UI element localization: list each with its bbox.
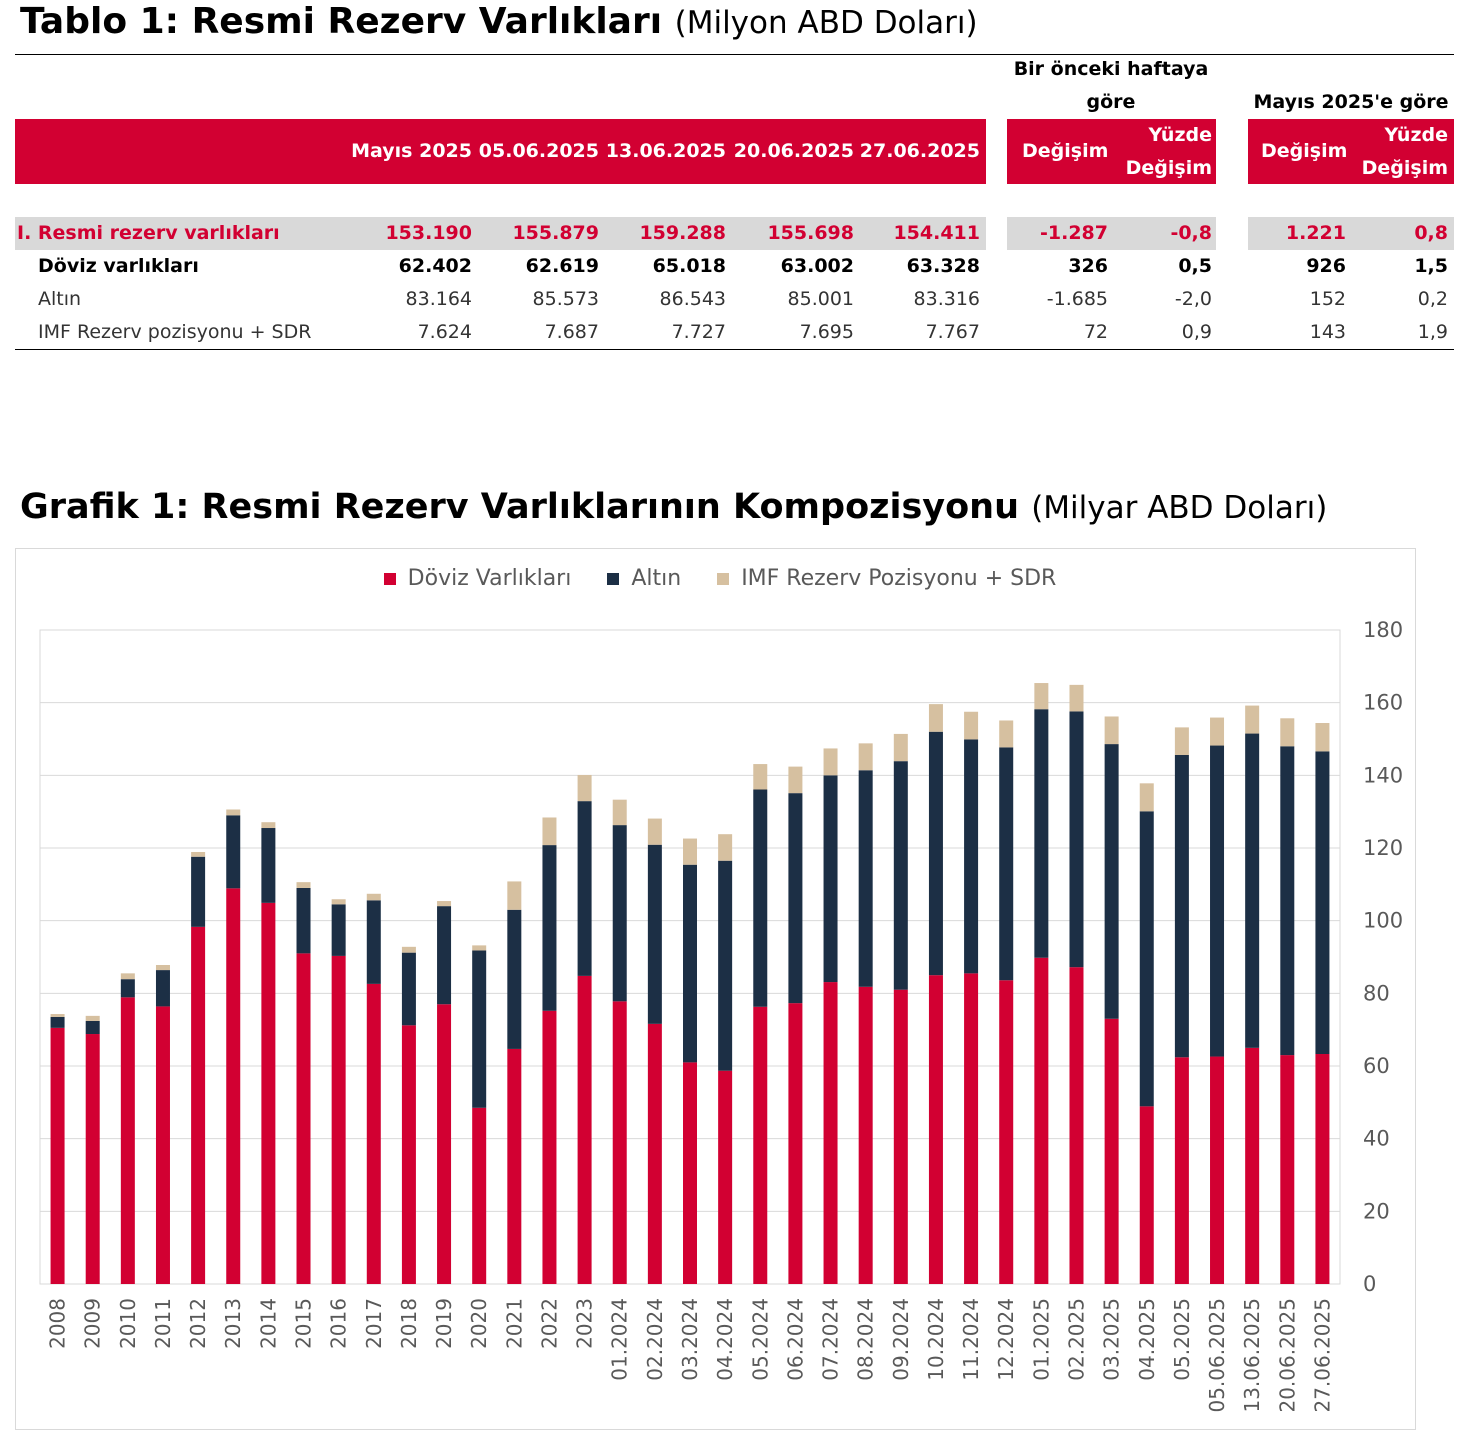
bar-segment-altin — [51, 1017, 65, 1028]
x-tick-label: 05.2025 — [1169, 1298, 1194, 1381]
bar-segment-altin — [1140, 811, 1154, 1106]
bar-segment-doviz — [1280, 1055, 1294, 1284]
bar-segment-altin — [1069, 711, 1083, 967]
bar-segment-doviz — [929, 975, 943, 1284]
legend-label: Döviz Varlıkları — [407, 566, 572, 591]
table-cell: 153.190 — [385, 222, 472, 244]
x-tick-label: 04.2025 — [1134, 1298, 1159, 1381]
x-tick-label: 2022 — [537, 1298, 562, 1349]
bar-segment-altin — [191, 857, 205, 927]
x-tick-label: 2013 — [221, 1298, 246, 1349]
bar-segment-altin — [1315, 751, 1329, 1054]
bar-segment-altin — [753, 790, 767, 1007]
bar-segment-altin — [542, 845, 556, 1011]
bar-segment-altin — [437, 906, 451, 1004]
bar-segment-altin — [1105, 744, 1119, 1019]
weekly-pct-cell: -0,8 — [1170, 222, 1212, 244]
bar-segment-altin — [121, 979, 135, 997]
bar-segment-doviz — [1105, 1019, 1119, 1284]
bar-segment-altin — [683, 865, 697, 1063]
bar-segment-doviz — [1069, 967, 1083, 1284]
x-tick-label: 2008 — [45, 1298, 70, 1349]
bar-segment-altin — [859, 770, 873, 987]
bar-segment-altin — [894, 761, 908, 990]
bar-segment-imf — [1105, 716, 1119, 744]
bar-segment-imf — [1245, 706, 1259, 734]
x-tick-label: 13.06.2025 — [1240, 1298, 1265, 1413]
weekly-pct-cell: 0,9 — [1181, 321, 1212, 343]
bar-segment-imf — [402, 947, 416, 953]
chart-title-text: Grafik 1: Resmi Rezerv Varlıklarının Kompozisyonu — [20, 487, 1020, 527]
monthly-pct-cell: 1,5 — [1414, 255, 1448, 277]
bar-segment-doviz — [578, 976, 592, 1284]
legend-label: IMF Rezerv Pozisyonu + SDR — [741, 566, 1057, 591]
y-tick-label: 100 — [1363, 908, 1404, 933]
x-tick-label: 2010 — [115, 1298, 140, 1349]
bar-segment-altin — [788, 793, 802, 1003]
bar-segment-doviz — [753, 1007, 767, 1284]
table-cell: 83.164 — [405, 288, 472, 310]
row-label: Altın — [38, 288, 82, 310]
table-cell: 63.002 — [780, 255, 854, 277]
x-tick-label: 2017 — [361, 1298, 386, 1349]
chart-title-unit: (Milyar ABD Doları) — [1031, 490, 1328, 526]
y-tick-label: 40 — [1363, 1126, 1390, 1151]
bar-segment-imf — [718, 834, 732, 861]
bar-segment-altin — [507, 910, 521, 1049]
weekly-change-cell: -1.685 — [1046, 288, 1108, 310]
bar-segment-altin — [964, 739, 978, 973]
x-tick-label: 2020 — [467, 1298, 492, 1349]
bar-segment-doviz — [718, 1071, 732, 1284]
group-weekly-label: Bir önceki haftaya göre — [1013, 58, 1209, 113]
table-cell: 7.624 — [417, 321, 472, 343]
x-tick-label: 11.2024 — [959, 1298, 984, 1381]
table-cell: 7.695 — [799, 321, 854, 343]
x-tick-label: 06.2024 — [783, 1298, 808, 1381]
monthly-change-cell: 926 — [1306, 255, 1346, 277]
x-tick-label: 2012 — [186, 1298, 211, 1349]
bar-segment-imf — [753, 764, 767, 789]
col-header-monthly-change: Değişim — [1261, 140, 1348, 162]
table-cell: 7.687 — [544, 321, 599, 343]
table-cell: 62.619 — [525, 255, 599, 277]
x-tick-label: 20.06.2025 — [1275, 1298, 1300, 1413]
y-tick-label: 180 — [1363, 618, 1404, 642]
bar-segment-imf — [437, 901, 451, 906]
bar-segment-imf — [999, 720, 1013, 747]
bar-segment-doviz — [51, 1028, 65, 1284]
table-cell: 62.402 — [398, 255, 472, 277]
bar-segment-imf — [1034, 683, 1048, 709]
y-tick-label: 120 — [1363, 836, 1404, 860]
bar-segment-doviz — [402, 1025, 416, 1284]
bar-segment-doviz — [367, 984, 381, 1284]
table-cell: 85.573 — [532, 288, 599, 310]
bar-segment-imf — [332, 899, 346, 904]
bar-segment-imf — [1315, 723, 1329, 751]
bar-segment-doviz — [824, 982, 838, 1284]
x-tick-label: 2014 — [256, 1298, 281, 1349]
col-header-weekly-change: Değişim — [1022, 140, 1109, 162]
bar-segment-imf — [226, 809, 240, 815]
x-tick-label: 2009 — [80, 1298, 105, 1349]
monthly-change-cell: 1.221 — [1285, 222, 1346, 244]
bar-segment-imf — [472, 945, 486, 950]
bar-segment-altin — [1034, 709, 1048, 958]
bar-segment-altin — [1280, 746, 1294, 1055]
y-tick-label: 20 — [1363, 1199, 1390, 1224]
bar-segment-doviz — [613, 1001, 627, 1284]
bar-segment-imf — [788, 767, 802, 794]
x-tick-label: 2015 — [291, 1298, 316, 1349]
monthly-change-cell: 143 — [1309, 321, 1346, 343]
x-tick-label: 05.06.2025 — [1205, 1298, 1230, 1413]
bar-segment-altin — [402, 953, 416, 1026]
x-tick-label: 01.2025 — [1029, 1298, 1054, 1381]
x-tick-label: 03.2025 — [1099, 1298, 1124, 1381]
bar-segment-doviz — [121, 997, 135, 1284]
bar-segment-altin — [472, 950, 486, 1107]
bar-segment-doviz — [859, 987, 873, 1284]
bar-segment-doviz — [191, 927, 205, 1284]
bar-segment-imf — [507, 881, 521, 909]
monthly-pct-cell: 0,2 — [1417, 288, 1448, 310]
bar-segment-imf — [894, 734, 908, 761]
col-header: Mayıs 2025 — [351, 140, 472, 162]
bar-segment-altin — [297, 888, 311, 953]
weekly-change-cell: 326 — [1068, 255, 1108, 277]
x-tick-label: 2018 — [396, 1298, 421, 1349]
bar-segment-altin — [718, 861, 732, 1071]
x-tick-label: 2021 — [502, 1298, 527, 1349]
bar-segment-doviz — [683, 1062, 697, 1284]
bar-segment-doviz — [964, 973, 978, 1284]
bar-segment-imf — [297, 882, 311, 888]
bar-segment-doviz — [1034, 958, 1048, 1284]
weekly-pct-cell: -2,0 — [1174, 288, 1212, 310]
monthly-pct-cell: 0,8 — [1414, 222, 1448, 244]
x-tick-label: 03.2024 — [678, 1298, 702, 1381]
x-tick-label: 27.06.2025 — [1310, 1298, 1335, 1413]
monthly-pct-cell: 1,9 — [1417, 321, 1448, 343]
bar-segment-doviz — [648, 1024, 662, 1284]
bar-segment-altin — [613, 825, 627, 1001]
bar-segment-imf — [613, 800, 627, 825]
bar-segment-altin — [367, 900, 381, 984]
bar-segment-doviz — [332, 956, 346, 1284]
bar-segment-imf — [824, 748, 838, 775]
bar-segment-doviz — [542, 1011, 556, 1284]
y-tick-label: 0 — [1363, 1272, 1377, 1296]
x-tick-label: 2019 — [432, 1298, 457, 1349]
bar-segment-doviz — [472, 1108, 486, 1284]
bar-segment-doviz — [437, 1004, 451, 1284]
bar-segment-altin — [261, 828, 275, 903]
table-title-unit: (Milyon ABD Doları) — [674, 5, 978, 41]
col-header: 27.06.2025 — [859, 140, 980, 162]
bar-segment-doviz — [1140, 1106, 1154, 1284]
col-header-weekly-pct: Yüzde Değişim — [1125, 124, 1212, 179]
bar-segment-imf — [121, 973, 135, 979]
bar-segment-altin — [999, 747, 1013, 980]
weekly-change-cell: 72 — [1083, 321, 1108, 343]
bar-segment-doviz — [226, 888, 240, 1284]
bar-segment-imf — [1069, 685, 1083, 712]
x-tick-label: 10.2024 — [923, 1298, 948, 1381]
bar-segment-doviz — [1210, 1057, 1224, 1284]
bar-segment-imf — [1175, 727, 1189, 755]
bar-segment-altin — [578, 801, 592, 976]
bar-segment-imf — [929, 704, 943, 732]
col-header: 20.06.2025 — [733, 140, 854, 162]
bar-segment-doviz — [156, 1006, 170, 1284]
bar-segment-imf — [261, 822, 275, 828]
bar-segment-altin — [226, 815, 240, 888]
weekly-pct-cell: 0,5 — [1178, 255, 1212, 277]
col-header-monthly-pct: Yüzde Değişim — [1361, 124, 1448, 179]
bar-segment-altin — [929, 732, 943, 975]
x-tick-label: 08.2024 — [853, 1298, 878, 1381]
bar-segment-imf — [578, 775, 592, 801]
bar-segment-imf — [683, 839, 697, 865]
x-tick-label: 09.2024 — [888, 1298, 913, 1381]
x-tick-label: 02.2024 — [642, 1298, 667, 1381]
bar-segment-doviz — [999, 980, 1013, 1284]
table-cell: 63.328 — [906, 255, 980, 277]
bar-segment-doviz — [1315, 1054, 1329, 1284]
bar-segment-altin — [1210, 746, 1224, 1057]
col-header: 05.06.2025 — [478, 140, 599, 162]
table-title-text: Tablo 1: Resmi Rezerv Varlıkları — [20, 1, 663, 42]
table-cell: 86.543 — [659, 288, 726, 310]
bar-segment-imf — [1280, 718, 1294, 746]
bar-segment-imf — [156, 965, 170, 970]
x-tick-label: 05.2024 — [748, 1298, 773, 1381]
x-tick-label: 2011 — [150, 1298, 175, 1349]
legend-label: Altın — [631, 566, 682, 591]
row-label: I. Resmi rezerv varlıkları — [17, 222, 280, 244]
x-tick-label: 2016 — [326, 1298, 351, 1349]
bar-segment-doviz — [297, 953, 311, 1284]
bar-segment-doviz — [1175, 1057, 1189, 1284]
bar-segment-altin — [648, 845, 662, 1024]
bar-segment-altin — [156, 970, 170, 1006]
x-tick-label: 01.2024 — [607, 1298, 632, 1381]
bar-segment-imf — [367, 894, 381, 901]
x-tick-label: 07.2024 — [818, 1298, 843, 1381]
bar-segment-imf — [191, 852, 205, 857]
table-cell: 83.316 — [913, 288, 980, 310]
bar-segment-doviz — [261, 903, 275, 1284]
bar-segment-altin — [824, 775, 838, 982]
bar-segment-imf — [1210, 718, 1224, 746]
bar-segment-imf — [1140, 783, 1154, 811]
table-cell: 159.288 — [639, 222, 726, 244]
bar-segment-imf — [964, 712, 978, 740]
bar-segment-imf — [648, 819, 662, 845]
y-tick-label: 160 — [1363, 690, 1404, 715]
bar-segment-doviz — [507, 1049, 521, 1284]
bar-segment-imf — [542, 817, 556, 845]
weekly-change-cell: -1.287 — [1040, 222, 1108, 244]
row-label: IMF Rezerv pozisyonu + SDR — [38, 321, 312, 343]
x-tick-label: 04.2024 — [713, 1298, 738, 1381]
bar-segment-imf — [86, 1016, 100, 1021]
table-cell: 85.001 — [787, 288, 854, 310]
monthly-change-cell: 152 — [1309, 288, 1346, 310]
bar-segment-altin — [332, 904, 346, 956]
row-label: Döviz varlıkları — [38, 255, 199, 277]
table-cell: 154.411 — [893, 222, 980, 244]
bar-segment-doviz — [788, 1003, 802, 1284]
table-cell: 7.727 — [671, 321, 726, 343]
y-tick-label: 140 — [1363, 763, 1404, 788]
table-cell: 7.767 — [925, 321, 980, 343]
col-header: 13.06.2025 — [605, 140, 726, 162]
table-cell: 155.879 — [512, 222, 599, 244]
bar-segment-doviz — [1245, 1048, 1259, 1284]
bar-segment-altin — [1245, 734, 1259, 1048]
bar-segment-altin — [1175, 755, 1189, 1057]
bar-segment-altin — [86, 1021, 100, 1034]
x-tick-label: 2023 — [572, 1298, 597, 1349]
group-monthly-label: Mayıs 2025'e göre — [1253, 91, 1449, 113]
x-tick-label: 02.2025 — [1064, 1298, 1089, 1381]
bar-segment-doviz — [86, 1034, 100, 1284]
table-cell: 155.698 — [767, 222, 854, 244]
bar-segment-doviz — [894, 990, 908, 1284]
y-tick-label: 80 — [1363, 981, 1390, 1006]
y-tick-label: 60 — [1363, 1054, 1390, 1078]
bar-segment-imf — [51, 1014, 65, 1017]
bar-segment-imf — [859, 743, 873, 770]
table-cell: 65.018 — [652, 255, 726, 277]
x-tick-label: 12.2024 — [994, 1298, 1019, 1381]
